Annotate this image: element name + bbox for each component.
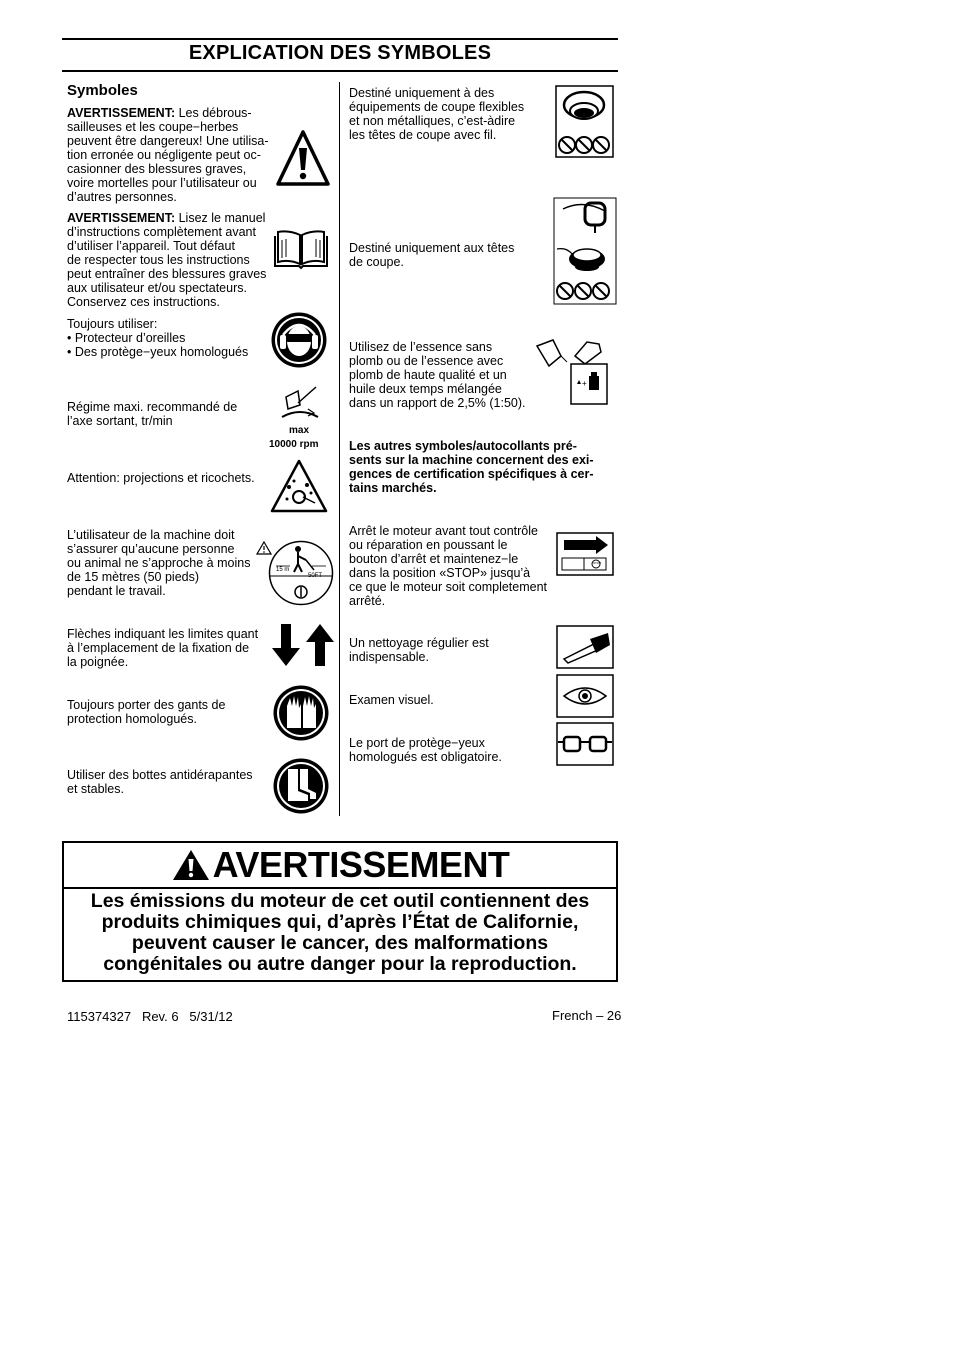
other-symbols-text: Les autres symboles/autocollants pré- sents sur la machine concernent des exi- gences de certification spécifiques à cer- tains marchés. — [349, 439, 594, 495]
fuel-mix-icon — [535, 336, 615, 406]
warning-header — [64, 843, 616, 889]
distance-label-15m: 15 m — [276, 567, 290, 573]
warning-1-label: AVERTISSEMENT: — [67, 106, 176, 120]
handle-arrows-icon — [272, 624, 334, 666]
shaft-speed-icon — [278, 383, 322, 423]
projection-hazard-icon — [269, 457, 329, 517]
visual-text: Examen visuel. — [349, 693, 434, 707]
manual-book-icon — [272, 228, 330, 270]
section-heading: Symboles — [67, 82, 138, 99]
heads-only-text: Destiné uniquement aux têtes de coupe. — [349, 241, 515, 269]
goggles-text: Le port de protège−yeux homologués est obligatoire. — [349, 736, 502, 764]
stop-label: STOP — [593, 561, 602, 565]
boots-icon — [272, 757, 330, 815]
cleaning-brush-icon — [556, 625, 614, 669]
warning-2 — [67, 211, 282, 309]
flexible-text: Destiné uniquement à des équipements de coupe flexibles et non métalliques, c’est-àdire les têtes de coupe avec fil. — [349, 86, 525, 142]
page-title: EXPLICATION DES SYMBOLES — [188, 42, 492, 64]
distance-label-50ft: 50FT — [308, 573, 323, 579]
stop-switch-icon — [556, 532, 614, 576]
warning-2-label: AVERTISSEMENT: — [67, 211, 176, 225]
warning-body: Les émissions du moteur de cet outil contiennent des produits chimiques qui, d’après l’État de Californie, peuvent causer le cancer, des malformations congénitales ou autre danger pour la reproduction. — [90, 890, 590, 975]
warning-triangle-icon — [171, 848, 211, 882]
fuel-text: Utilisez de l’essence sans plomb ou de l’essence avec plomb de haute qualité et un huile deux temps mélangée dans un rapport de 2,5% (1:50). — [349, 340, 526, 410]
top-rule — [62, 38, 618, 40]
stop-text: Arrêt le moteur avant tout contrôle ou réparation en poussant le bouton d’arrêt et maintenez−le dans la position «STOP» jusqu’à ce que le moteur soit completement arrêté. — [349, 524, 548, 608]
boots-text: Utiliser des bottes antidérapantes et stables. — [67, 768, 253, 796]
california-warning-box — [62, 841, 618, 982]
distance-text: L’utilisateur de la machine doit s’assurer qu’aucune personne ou animal ne s’approche à moins de 15 mètres (50 pieds) pendant le travail. — [67, 528, 251, 598]
eye-icon — [556, 674, 614, 718]
max-speed-text: Régime maxi. recommandé de l’axe sortant, tr/min — [67, 400, 238, 428]
always-use-list: Toujours utiliser: • Protecteur d’oreilles • Des protège−yeux homologués — [67, 317, 249, 359]
max-label: max — [289, 425, 310, 436]
safety-distance-icon — [268, 540, 334, 606]
warning-1 — [67, 106, 282, 204]
title-underline — [62, 70, 618, 72]
warning-2-text: Lisez le manuel d’instructions complètement avant d’utiliser l’appareil. Tout défaut de respecter tous les instructions peut entraîner des blessures graves aux utilisateur et/ou spectateurs. Conservez ces instructions. — [67, 211, 267, 309]
cutting-head-icon — [553, 197, 617, 305]
svg-text:+: + — [582, 379, 587, 388]
warning-triangle-icon — [275, 128, 331, 188]
trimmer-head-icon — [555, 85, 614, 158]
document-reference: 115374327 Rev. 6 5/31/12 — [67, 1009, 233, 1024]
warning-1-text: Les débrous- sailleuses et les coupe−herbes peuvent être dangereux! Une utilisa- tion erronée ou négligente peut oc- casionner des blessures graves, voire mortelles pour l’utilisateur ou d’autres personnes. — [67, 106, 269, 204]
projections-text: Attention: projections et ricochets. — [67, 471, 255, 485]
warning-title: AVERTISSEMENT — [212, 844, 510, 885]
ear-eye-protection-icon — [270, 311, 328, 369]
cleaning-text: Un nettoyage régulier est indispensable. — [349, 636, 489, 664]
gloves-text: Toujours porter des gants de protection homologués. — [67, 698, 226, 726]
column-divider — [339, 82, 340, 816]
gloves-icon — [272, 684, 330, 742]
arrows-text: Flèches indiquant les limites quant à l’emplacement de la fixation de la poignée. — [67, 627, 259, 669]
rpm-label: 10000 rpm — [269, 439, 319, 450]
page-reference: French – 26 — [552, 1008, 622, 1023]
safety-glasses-icon — [556, 722, 614, 766]
